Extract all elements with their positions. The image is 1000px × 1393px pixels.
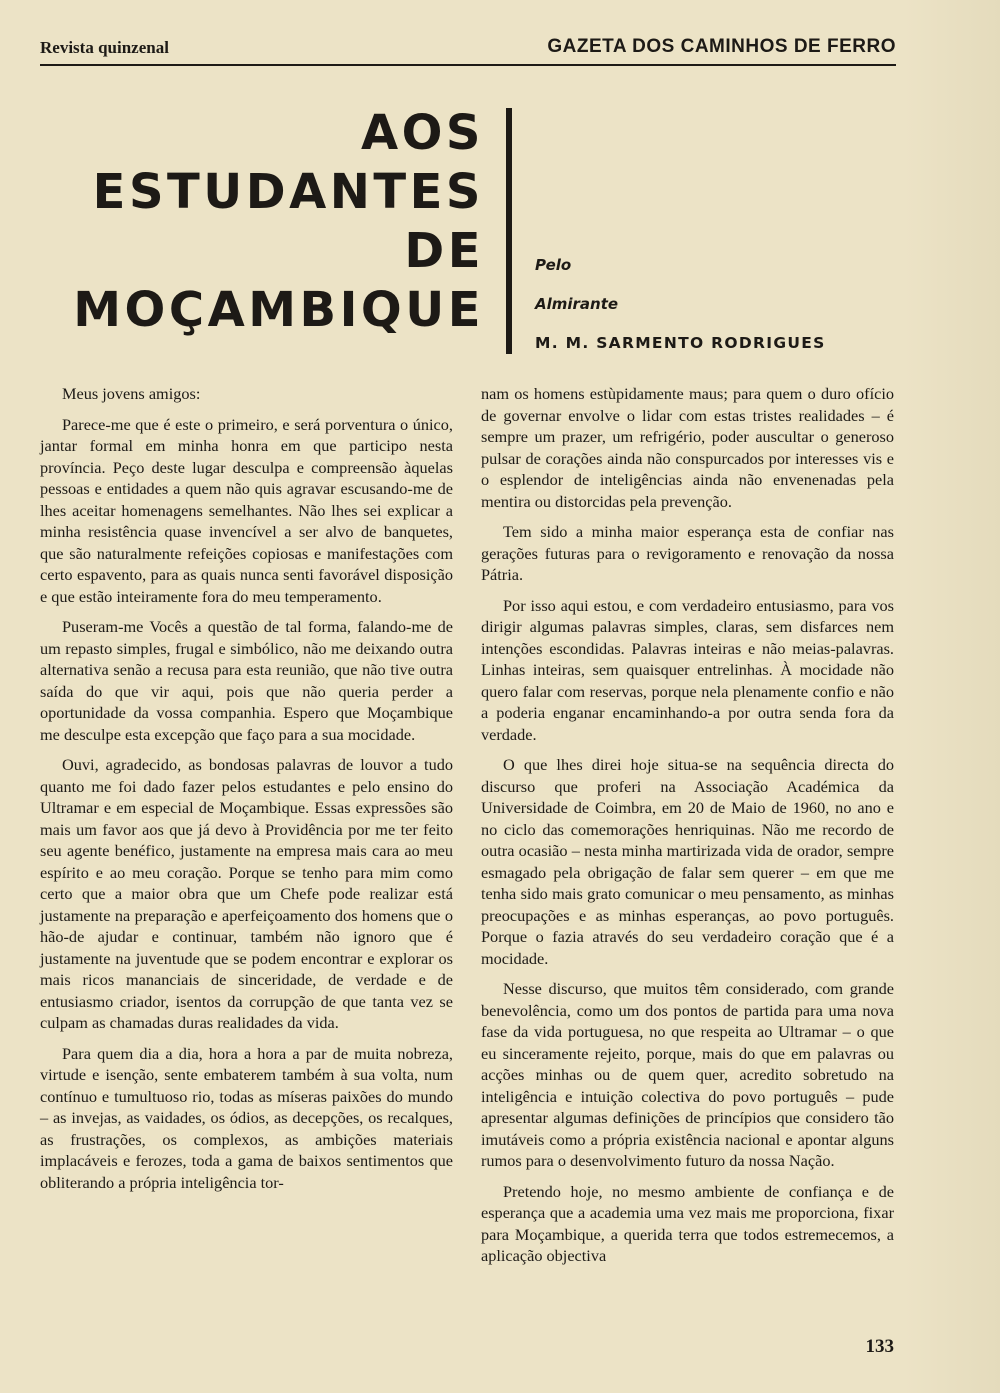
paragraph: nam os homens estùpidamente maus; para quem o duro ofício de governar envolve o lidar com estas tristes realidades – é sempre um prazer, um refrigério, poder auscultar o generoso pulsar de corações ainda não conspurcados por interesses vis e o esplendor de inteligências ainda não envenenadas pela mentira ou distorcidas pela prevenção. bbox=[481, 384, 894, 511]
title-divider bbox=[506, 108, 512, 354]
page-number: 133 bbox=[865, 1336, 894, 1357]
body-column-left bbox=[40, 383, 453, 1193]
publication-title: GAZETA DOS CAMINHOS DE FERRO bbox=[547, 36, 896, 57]
paragraph: Parece-me que é este o primeiro, e será porventura o único, jantar formal em minha honra em que participo nesta província. Peço deste lugar desculpa e compreensão àquelas pessoas e entidades a quem não quis agravar escusando-me de lhes aceitar homenagens semelhantes. Não lhes sei explicar a minha resistência quase invencível a ser alvo de banquetes, que são naturalmente refeições copiosas e manifestações com certo espavento, para as quais nunca senti favorável disposição e que estão inteiramente fora do meu temperamento. bbox=[40, 414, 453, 606]
byline-by: Pelo bbox=[535, 256, 572, 274]
page-edge-shading bbox=[904, 0, 1000, 1393]
paragraph: Para quem dia a dia, hora a hora a par de muita nobreza, virtude e isenção, sente embaterem também à sua volta, num contínuo e tumultuoso rio, todas as míseras paixões do mundo – as invejas, as vaidades, os ódios, as decepções, os recalques, as frustrações, os complexos, as ambições materiais implacáveis e ferozes, toda a gama de baixos sentimentos que obliterando a própria inteligência tor- bbox=[40, 1043, 453, 1192]
paragraph: Ouvi, agradecido, as bondosas palavras de louvor a tudo quanto me foi dado fazer pelos estudantes e pelo ensino do Ultramar e em especial de Moçambique. Essas expressões são mais um favor aos que já devo à Providência por me ter feito seu agente benéfico, justamente na empresa mais cara ao meu espírito e ao meu coração. Porque se tenho para mim como certo que a maior obra que um Chefe pode realizar está justamente na preparação e aperfeiçoamento dos homens que o hão-de ajudar e continuar, também não ignoro que é justamente na juventude que se podem encontrar e explorar os mais ricos mananciais de sinceridade, de verdade e de entusiasmo criador, isentos da corrupção de que tanta vez se culpam as chamadas duras realidades da vida. bbox=[40, 755, 453, 1032]
title-line-2: ESTUDANTES bbox=[92, 164, 484, 220]
title-line-3: DE bbox=[404, 223, 484, 279]
paragraph: Meus jovens amigos: bbox=[62, 384, 201, 403]
byline-author: M. M. SARMENTO RODRIGUES bbox=[535, 334, 826, 352]
publication-frequency: Revista quinzenal bbox=[40, 38, 169, 57]
paragraph: Pretendo hoje, no mesmo ambiente de confiança e de esperança que a academia uma vez mais me proporciona, fixar para Moçambique, a querida terra que todos estremecemos, a aplicação objectiva bbox=[481, 1181, 894, 1265]
byline bbox=[535, 246, 905, 363]
body-column-right bbox=[481, 383, 894, 1267]
article-title bbox=[36, 104, 484, 340]
paragraph: Tem sido a minha maior esperança esta de confiar nas gerações futuras para o revigoramento e renovação da nossa Pátria. bbox=[481, 522, 894, 584]
paragraph: Nesse discurso, que muitos têm considerado, com grande benevolência, como um dos pontos de partida para uma nova fase da vida portuguesa, no que respeita ao Ultramar – o que eu sinceramente rejeito, porque, mais do que em palavras ou acções minhas ou de quem quer, acredito sobretudo na inteligência e intuição colectiva do povo português – pude apresentar algumas definições de princípios que considero tão imutáveis como a própria existência nacional e apontar alguns rumos para o desenvolvimento futuro da nossa Nação. bbox=[481, 979, 894, 1170]
title-line-1: AOS bbox=[360, 105, 484, 161]
paragraph: Por isso aqui estou, e com verdadeiro entusiasmo, para vos dirigir algumas palavras simples, claras, sem disfarces nem intenções escondidas. Palavras inteiras e não meias-palavras. Linhas inteiras, sem quaisquer entrelinhas. À mocidade não quero falar com reservas, porque nela plenamente confio e não a poderia enganar encaminhando-a por outra senda fora da verdade. bbox=[481, 595, 894, 744]
running-header bbox=[40, 34, 896, 66]
byline-rank: Almirante bbox=[535, 295, 619, 313]
title-line-4: MOÇAMBIQUE bbox=[73, 282, 484, 338]
paragraph: Puseram-me Vocês a questão de tal forma, falando-me de um repasto simples, frugal e simbólico, não me deixando outra alternativa senão a recusa para esta reunião, que não tive outra saída do que vir aqui, pois que não queria perder a oportunidade da vossa companhia. Espero que Moçambique me desculpe esta excepção que faço para a sua mocidade. bbox=[40, 617, 453, 744]
paragraph: O que lhes direi hoje situa-se na sequência directa do discurso que proferi na Associação Académica da Universidade de Coimbra, em 20 de Maio de 1960, no ano e no ciclo das comemorações henriquinas. Não me recordo de outra ocasião – nesta minha martirizada vida de orador, sempre esmagado pela obrigação de falar sem querer – em que me tenha sido mais grato comunicar o meu pensamento, as minhas preocupações e as minhas esperanças, ao povo português. Porque o fazia através do seu verdadeiro coração que é a mocidade. bbox=[481, 755, 894, 968]
